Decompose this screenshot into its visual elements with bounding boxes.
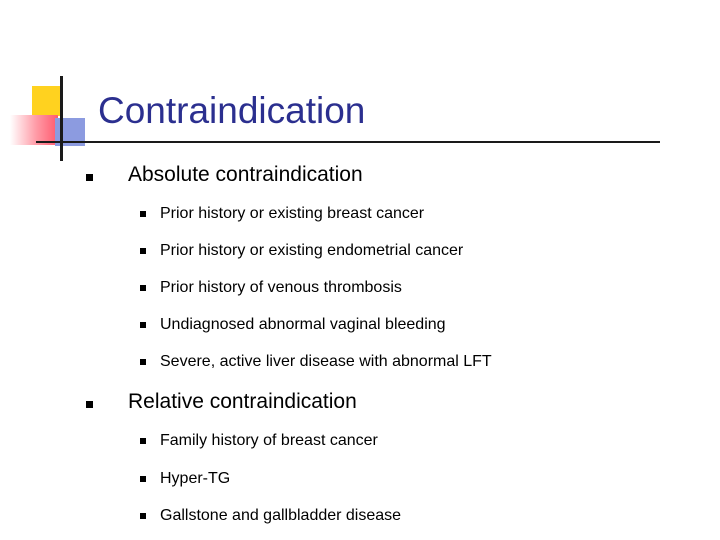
square-bullet-icon bbox=[140, 513, 146, 519]
list-item: Prior history or existing endometrial cancer bbox=[160, 242, 464, 259]
list-item: Family history of breast cancer bbox=[160, 432, 378, 449]
list-item: Gallstone and gallbladder disease bbox=[160, 507, 402, 524]
list-item: Hyper-TG bbox=[160, 470, 231, 487]
decorative-vertical-line bbox=[60, 76, 63, 161]
square-bullet-icon bbox=[140, 438, 146, 444]
list-item: Undiagnosed abnormal vaginal bleeding bbox=[160, 316, 446, 333]
square-bullet-icon bbox=[140, 359, 146, 365]
decorative-yellow-square bbox=[32, 86, 62, 116]
slide-title: Contraindication bbox=[98, 90, 366, 131]
square-bullet-icon bbox=[140, 211, 146, 217]
section-heading: Relative contraindication bbox=[128, 390, 357, 413]
square-bullet-icon bbox=[140, 322, 146, 328]
square-bullet-icon bbox=[140, 476, 146, 482]
square-bullet-icon bbox=[140, 248, 146, 254]
square-bullet-icon bbox=[86, 174, 93, 181]
title-underline bbox=[36, 141, 660, 143]
square-bullet-icon bbox=[140, 285, 146, 291]
list-item: Prior history of venous thrombosis bbox=[160, 279, 402, 296]
list-item: Prior history or existing breast cancer bbox=[160, 205, 425, 222]
square-bullet-icon bbox=[86, 401, 93, 408]
list-item: Severe, active liver disease with abnormal LFT bbox=[160, 353, 492, 370]
section-heading: Absolute contraindication bbox=[128, 163, 363, 186]
